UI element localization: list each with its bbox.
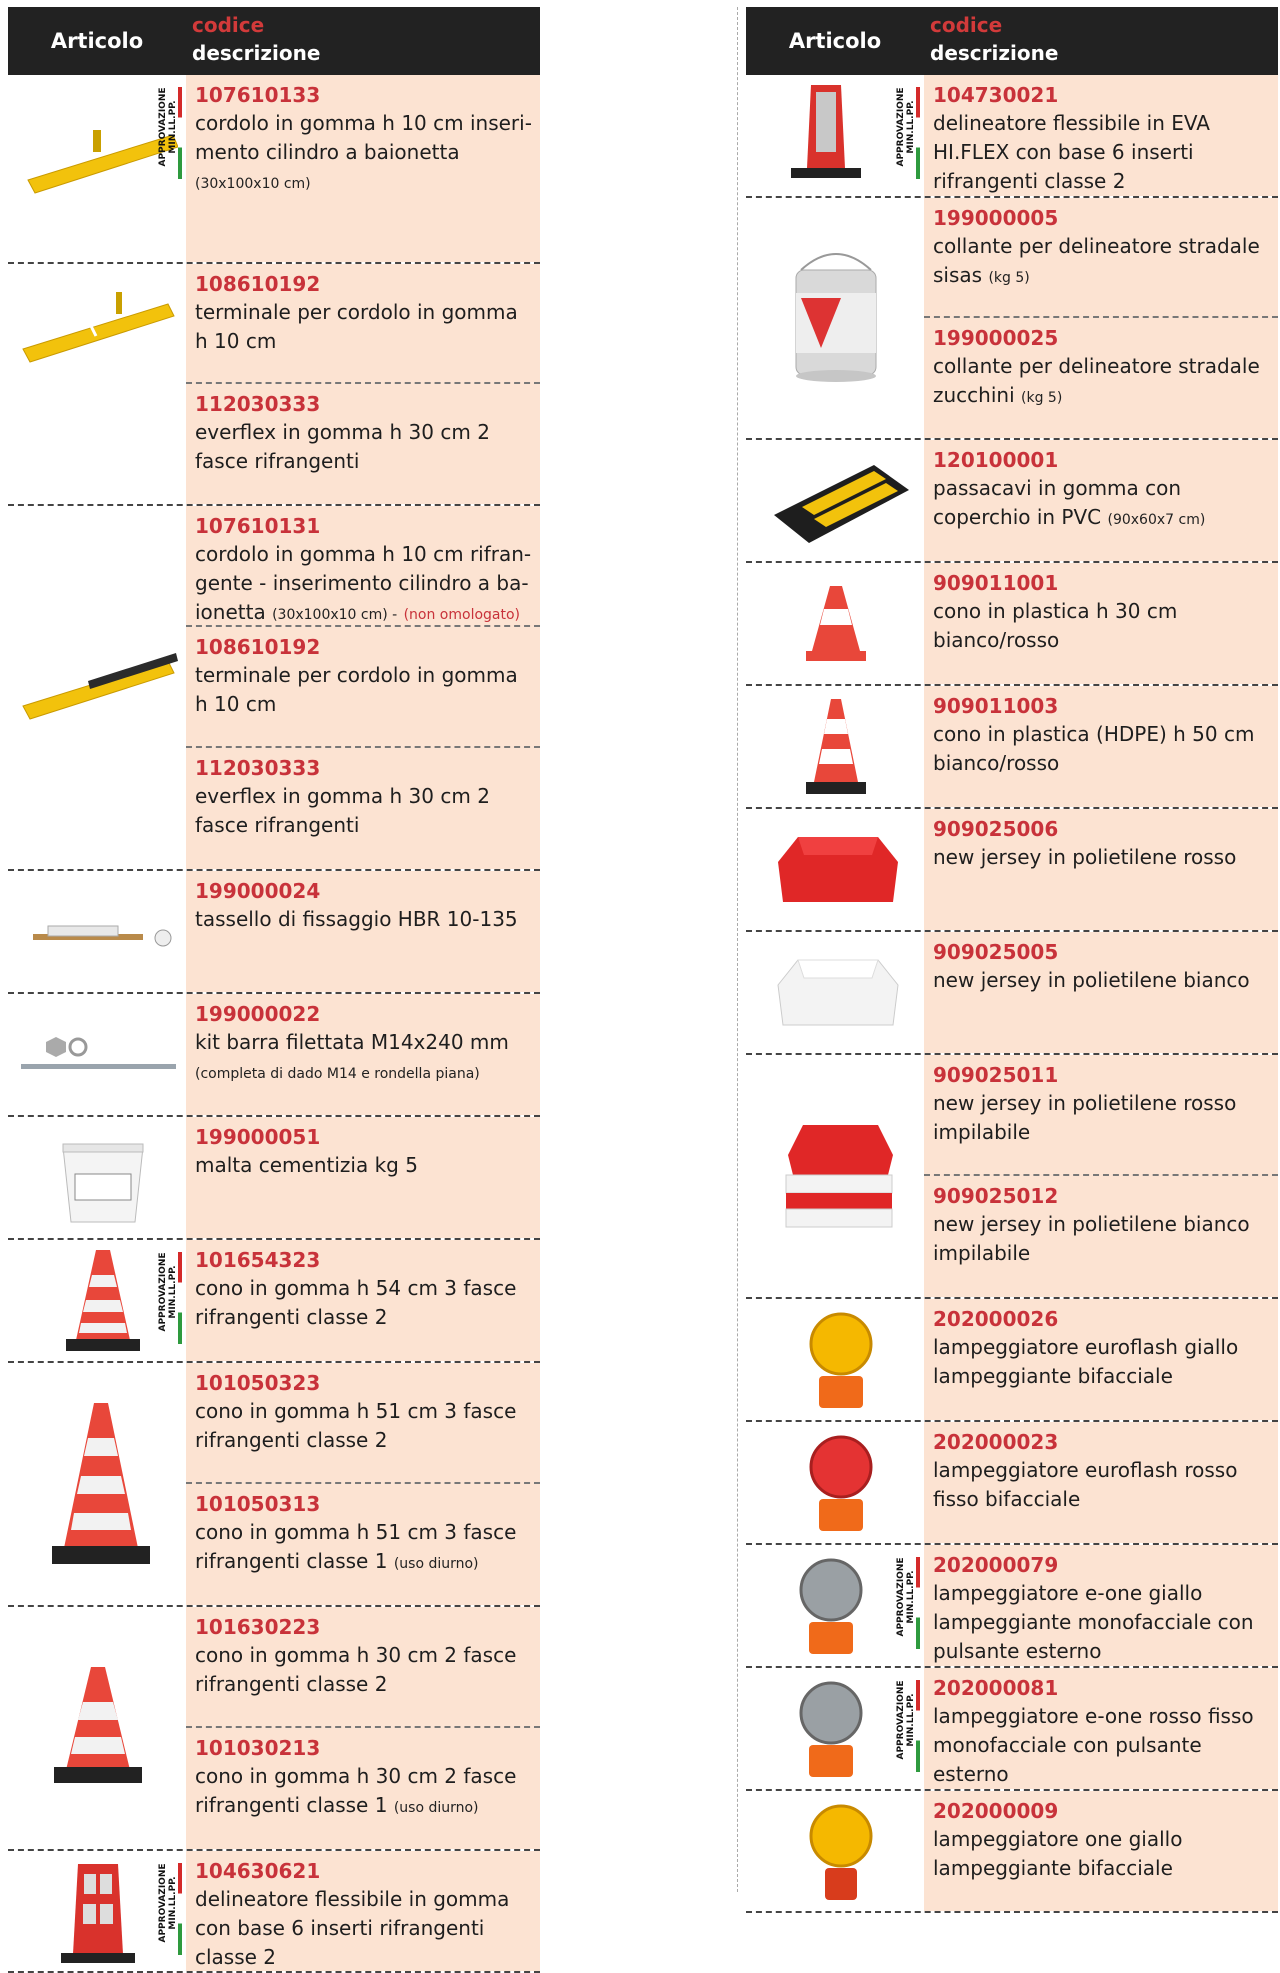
description-text: cono in gomma h 51 cm 3 fasce rifrangenti classe 2 — [195, 1399, 517, 1452]
product-group — [746, 1422, 1278, 1545]
description-text: cono in gomma h 30 cm 2 fasce rifrangenti classe 1 — [195, 1764, 517, 1817]
table-header — [8, 7, 540, 75]
product-item — [186, 1607, 540, 1728]
product-code: 202000023 — [933, 1430, 1059, 1454]
description-text: tassello di fissaggio HBR 10-135 — [195, 907, 518, 931]
product-group — [746, 1055, 1278, 1299]
badge-line1: APPROVAZIONE — [158, 1863, 168, 1943]
product-group — [746, 75, 1278, 198]
delineatore-gomma-icon — [8, 1851, 186, 1971]
product-description — [933, 1702, 1274, 1789]
description-text: malta cementizia kg 5 — [195, 1153, 418, 1177]
lampeggiatore-eone-giallo-icon — [746, 1545, 924, 1666]
header-descrizione: descrizione — [192, 41, 321, 65]
description-text: cono in gomma h 30 cm 2 fasce rifrangenti classe 2 — [195, 1643, 517, 1696]
badge-line1: APPROVAZIONE — [896, 87, 906, 167]
cono-plastica-50-icon — [746, 686, 924, 807]
description-text: delineatore flessibile in EVA HI.FLEX con base 6 inserti rifrangenti classe 2 — [933, 111, 1210, 193]
product-description — [195, 1274, 536, 1332]
product-group — [746, 1668, 1278, 1791]
lampeggiatore-eone-rosso-icon — [746, 1668, 924, 1789]
product-code: 104630621 — [195, 1859, 321, 1883]
product-item — [186, 1117, 540, 1238]
description-text: lampeggiatore euroflash giallo lampeggiante bifacciale — [933, 1335, 1239, 1388]
product-code: 101630223 — [195, 1615, 321, 1639]
product-code: 108610192 — [195, 635, 321, 659]
header-articolo: Articolo — [788, 29, 882, 53]
product-description — [195, 1028, 536, 1089]
header-articolo: Articolo — [50, 29, 144, 53]
product-item — [924, 198, 1278, 318]
product-item — [186, 384, 540, 504]
product-code: 202000026 — [933, 1307, 1059, 1331]
product-description — [933, 109, 1274, 196]
header-codice: codice — [192, 13, 265, 37]
product-item — [186, 627, 540, 748]
product-group — [8, 1117, 540, 1240]
product-group — [746, 932, 1278, 1055]
product-item — [924, 686, 1278, 807]
product-item — [186, 994, 540, 1115]
cordolo-gomma-icon — [8, 75, 186, 262]
product-group — [746, 563, 1278, 686]
description-note: (completa di dado M14 e rondella piana) — [195, 1066, 480, 1082]
new-jersey-impilabile-icon — [746, 1055, 924, 1297]
product-code: 199000022 — [195, 1002, 321, 1026]
product-group — [8, 1363, 540, 1607]
product-item — [924, 809, 1278, 930]
description-text: cono in plastica h 30 cm bianco/rosso — [933, 599, 1178, 652]
product-code: 909011001 — [933, 571, 1059, 595]
product-code: 107610133 — [195, 83, 321, 107]
non-homologated-note: (non omologato) — [403, 607, 521, 623]
product-description — [195, 1151, 536, 1180]
product-code: 101030213 — [195, 1736, 321, 1760]
product-code: 104730021 — [933, 83, 1059, 107]
approval-badge — [892, 1680, 920, 1772]
product-description — [195, 109, 536, 199]
description-text: cordolo in gomma h 10 cm inseri-mento cilindro a baionetta — [195, 111, 532, 164]
header-codice: codice — [930, 13, 1003, 37]
badge-line2: MIN.LL.PP. — [168, 1265, 178, 1319]
product-code: 202000009 — [933, 1799, 1059, 1823]
description-text: collante per delineatore stradale sisas — [933, 234, 1260, 287]
description-text: new jersey in polietilene rosso — [933, 845, 1237, 869]
description-note: (kg 5) — [988, 270, 1030, 286]
barra-filettata-icon — [8, 994, 186, 1115]
product-item — [186, 506, 540, 627]
description-note: (kg 5) — [1021, 390, 1063, 406]
product-description — [933, 474, 1274, 535]
product-description — [195, 1641, 536, 1699]
product-description — [933, 720, 1274, 778]
lampeggiatore-rosso-icon — [746, 1422, 924, 1543]
description-text: collante per delineatore stradale zucchini — [933, 354, 1260, 407]
product-code: 199000024 — [195, 879, 321, 903]
description-text: new jersey in polietilene rosso impilabile — [933, 1091, 1237, 1144]
badge-line2: MIN.LL.PP. — [906, 100, 916, 154]
description-text: lampeggiatore one giallo lampeggiante bifacciale — [933, 1827, 1183, 1880]
product-code: 120100001 — [933, 448, 1059, 472]
table-header — [746, 7, 1278, 75]
description-note: (uso diurno) — [393, 1800, 479, 1816]
new-jersey-rosso-icon — [746, 809, 924, 930]
description-text: lampeggiatore e-one giallo lampeggiante monofacciale con pulsante esterno — [933, 1581, 1254, 1663]
product-code: 202000079 — [933, 1553, 1059, 1577]
product-description — [195, 418, 536, 476]
product-group — [8, 264, 540, 506]
product-description — [933, 1210, 1274, 1268]
badge-line1: APPROVAZIONE — [896, 1680, 906, 1760]
description-text: cono in gomma h 54 cm 3 fasce rifrangenti classe 2 — [195, 1276, 517, 1329]
product-code: 101654323 — [195, 1248, 321, 1272]
product-item — [924, 1668, 1278, 1789]
product-item — [186, 264, 540, 384]
product-description — [195, 1762, 536, 1823]
product-description — [195, 905, 536, 934]
lampeggiatore-one-giallo-icon — [746, 1791, 924, 1911]
cono-51-icon — [8, 1363, 186, 1605]
badge-line2: MIN.LL.PP. — [906, 1693, 916, 1747]
product-code: 107610131 — [195, 514, 321, 538]
passacavi-icon — [746, 440, 924, 561]
product-code: 108610192 — [195, 272, 321, 296]
description-note: (90x60x7 cm) — [1107, 512, 1206, 528]
product-item — [924, 75, 1278, 196]
product-code: 909011003 — [933, 694, 1059, 718]
delineatore-eva-icon — [746, 75, 924, 196]
product-code: 909025012 — [933, 1184, 1059, 1208]
product-group — [8, 75, 540, 264]
product-item — [186, 1851, 540, 1971]
product-description — [195, 540, 536, 630]
approval-badge — [154, 1252, 182, 1344]
badge-line1: APPROVAZIONE — [896, 1557, 906, 1637]
badge-line1: APPROVAZIONE — [158, 1252, 168, 1332]
product-description — [933, 1456, 1274, 1514]
product-code: 909025011 — [933, 1063, 1059, 1087]
product-code: 202000081 — [933, 1676, 1059, 1700]
product-code: 909025005 — [933, 940, 1059, 964]
product-group — [8, 1607, 540, 1851]
description-text: kit barra filettata M14x240 mm — [195, 1030, 509, 1054]
product-description — [933, 966, 1274, 995]
product-description — [195, 1885, 536, 1972]
description-text: terminale per cordolo in gomma h 10 cm — [195, 300, 518, 353]
product-item — [924, 1545, 1278, 1666]
product-item — [924, 1422, 1278, 1543]
approval-badge — [154, 87, 182, 179]
description-note: (uso diurno) — [393, 1556, 479, 1572]
product-group — [746, 1299, 1278, 1422]
product-code: 199000005 — [933, 206, 1059, 230]
description-text: delineatore flessibile in gomma con base 6 inserti rifrangenti classe 2 — [195, 1887, 510, 1969]
product-description — [933, 352, 1274, 413]
product-description — [933, 232, 1274, 293]
product-code: 112030333 — [195, 756, 321, 780]
product-group — [8, 871, 540, 994]
product-item — [186, 1728, 540, 1849]
description-text: everflex in gomma h 30 cm 2 fasce rifrangenti — [195, 784, 490, 837]
product-description — [195, 661, 536, 719]
product-description — [933, 1825, 1274, 1883]
product-description — [195, 1397, 536, 1455]
header-descrizione: descrizione — [930, 41, 1059, 65]
description-text: lampeggiatore euroflash rosso fisso bifacciale — [933, 1458, 1238, 1511]
badge-line1: APPROVAZIONE — [158, 87, 168, 167]
product-description — [933, 1579, 1274, 1666]
right-column — [746, 7, 1278, 1913]
product-group — [746, 1545, 1278, 1668]
product-description — [195, 298, 536, 356]
lampeggiatore-giallo-icon — [746, 1299, 924, 1420]
cono-54-icon — [8, 1240, 186, 1361]
badge-line2: MIN.LL.PP. — [168, 100, 178, 154]
product-item — [924, 440, 1278, 561]
product-code: 909025006 — [933, 817, 1059, 841]
description-text: new jersey in polietilene bianco impilabile — [933, 1212, 1250, 1265]
description-text: passacavi in gomma con coperchio in PVC — [933, 476, 1182, 529]
description-text: everflex in gomma h 30 cm 2 fasce rifrangenti — [195, 420, 490, 473]
product-description — [195, 782, 536, 840]
product-group — [8, 1851, 540, 1973]
description-text: cono in gomma h 51 cm 3 fasce rifrangenti classe 1 — [195, 1520, 517, 1573]
badge-line2: MIN.LL.PP. — [168, 1876, 178, 1930]
approval-badge — [154, 1863, 182, 1955]
column-divider — [737, 7, 738, 1892]
cono-30-icon — [8, 1607, 186, 1849]
product-group — [8, 994, 540, 1117]
product-group — [8, 506, 540, 871]
product-code: 101050313 — [195, 1492, 321, 1516]
product-group — [746, 198, 1278, 440]
product-group — [746, 1791, 1278, 1913]
description-text: cono in plastica (HDPE) h 50 cm bianco/rosso — [933, 722, 1255, 775]
product-group — [8, 1240, 540, 1363]
product-item — [924, 932, 1278, 1053]
approval-badge — [892, 1557, 920, 1649]
product-code: 101050323 — [195, 1371, 321, 1395]
terminale-cordolo-icon — [8, 264, 186, 504]
product-item — [186, 748, 540, 869]
description-text: lampeggiatore e-one rosso fisso monofacciale con pulsante esterno — [933, 1704, 1254, 1786]
description-text: new jersey in polietilene bianco — [933, 968, 1250, 992]
approval-badge — [892, 87, 920, 179]
product-code: 199000051 — [195, 1125, 321, 1149]
barattolo-collante-icon — [746, 198, 924, 438]
product-item — [924, 1791, 1278, 1911]
left-column — [8, 7, 540, 1973]
product-description — [933, 1089, 1274, 1147]
product-item — [186, 1240, 540, 1361]
product-item — [924, 1055, 1278, 1176]
product-item — [186, 871, 540, 992]
product-item — [186, 1363, 540, 1484]
tassello-icon — [8, 871, 186, 992]
product-group — [746, 686, 1278, 809]
cono-plastica-30-icon — [746, 563, 924, 684]
product-item — [186, 75, 540, 262]
product-description — [933, 843, 1274, 872]
product-item — [924, 318, 1278, 438]
product-description — [933, 1333, 1274, 1391]
product-group — [746, 440, 1278, 563]
description-text: terminale per cordolo in gomma h 10 cm — [195, 663, 518, 716]
product-item — [186, 1484, 540, 1605]
badge-line2: MIN.LL.PP. — [906, 1570, 916, 1624]
product-description — [933, 597, 1274, 655]
product-item — [924, 1176, 1278, 1297]
product-item — [924, 563, 1278, 684]
secchio-malta-icon — [8, 1117, 186, 1238]
new-jersey-bianco-icon — [746, 932, 924, 1053]
product-group — [746, 809, 1278, 932]
description-text: cordolo in gomma h 10 cm rifran-gente - inserimento cilindro a ba-ionetta — [195, 542, 532, 624]
description-note: (30x100x10 cm) - — [272, 607, 398, 623]
product-item — [924, 1299, 1278, 1420]
cordolo-rifrangente-icon — [8, 506, 186, 869]
product-description — [195, 1518, 536, 1579]
description-note: (30x100x10 cm) — [195, 176, 311, 192]
product-code: 112030333 — [195, 392, 321, 416]
product-code: 199000025 — [933, 326, 1059, 350]
